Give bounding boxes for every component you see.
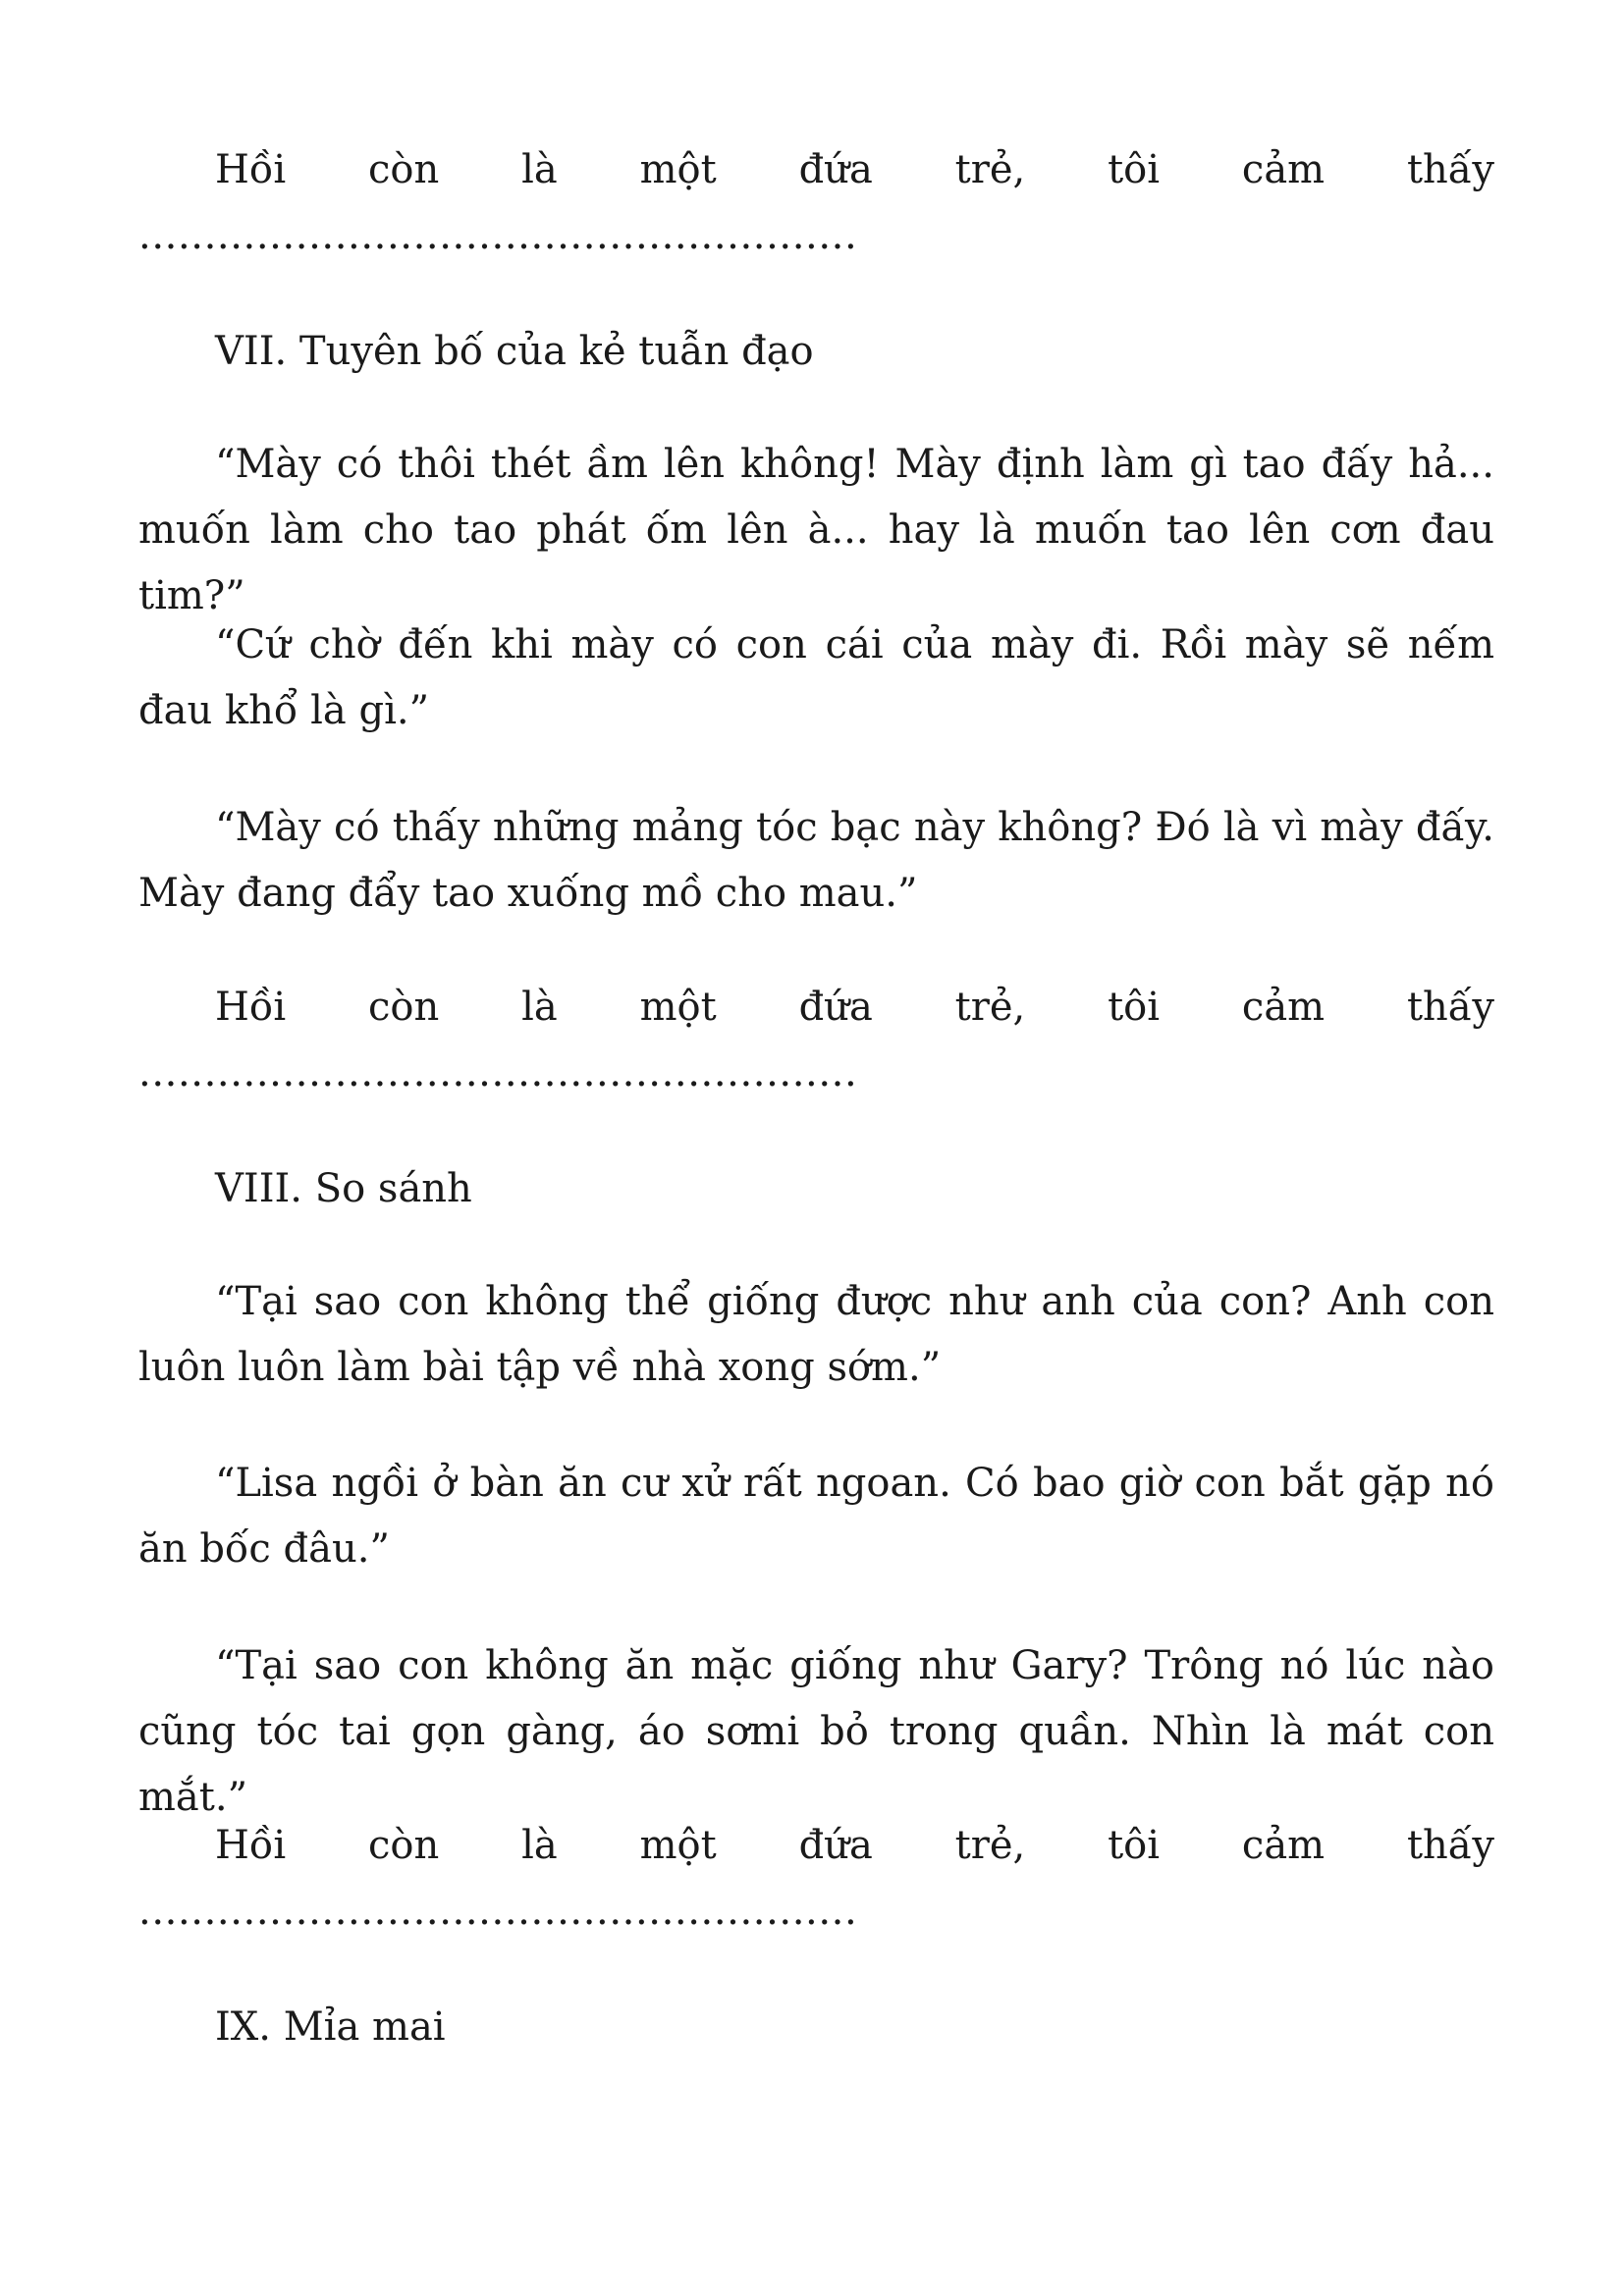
prompt-word: Hồi — [215, 1823, 287, 1868]
prompt-word: cảm — [1241, 1823, 1326, 1868]
prompt-word: trẻ, — [954, 147, 1026, 192]
prompt-word: một — [639, 147, 717, 192]
fill-in-blank-dots: ....................................................... — [138, 1050, 858, 1095]
section-heading: VII. Tuyên bố của kẻ tuẫn đạo — [215, 329, 814, 374]
quote-paragraph: “Lisa ngồi ở bàn ăn cư xử rất ngoan. Có bao giờ con bắt gặp nó ăn bốc đâu.” — [138, 1461, 1494, 1572]
prompt-word: tôi — [1108, 147, 1161, 192]
completion-prompt — [138, 137, 1494, 269]
quote-paragraph: “Cứ chờ đến khi mày có con cái của mày đi. Rồi mày sẽ nếm đau khổ là gì.” — [138, 622, 1494, 733]
prompt-word: thấy — [1406, 1823, 1494, 1868]
prompt-word: thấy — [1406, 147, 1494, 192]
prompt-word: đứa — [798, 147, 873, 192]
prompt-word: trẻ, — [954, 985, 1026, 1030]
prompt-word: cảm — [1241, 985, 1326, 1030]
prompt-word: còn — [368, 147, 440, 192]
completion-prompt — [138, 1813, 1494, 1945]
prompt-word: tôi — [1108, 985, 1161, 1030]
prompt-word: thấy — [1406, 985, 1494, 1030]
prompt-word: đứa — [798, 1823, 873, 1868]
prompt-word: là — [521, 147, 558, 192]
completion-prompt — [138, 975, 1494, 1106]
section-heading: VIII. So sánh — [215, 1166, 472, 1211]
fill-in-blank-dots: ....................................................... — [138, 1889, 858, 1934]
prompt-word: tôi — [1108, 1823, 1161, 1868]
quote-paragraph: “Mày có thôi thét ầm lên không! Mày định làm gì tao đấy hả... muốn làm cho tao phát ốm lên à... hay là muốn tao lên cơn đau tim?” — [138, 442, 1494, 618]
quote-paragraph: “Tại sao con không ăn mặc giống như Gary? Trông nó lúc nào cũng tóc tai gọn gàng, áo sơmi bỏ trong quần. Nhìn là mát con mắt.” — [138, 1643, 1494, 1820]
section-heading: IX. Mỉa mai — [215, 2004, 446, 2050]
fill-in-blank-dots: ....................................................... — [138, 213, 858, 258]
prompt-sentence — [138, 1813, 1494, 1879]
prompt-sentence — [138, 975, 1494, 1041]
prompt-word: là — [521, 985, 558, 1030]
prompt-word: Hồi — [215, 985, 287, 1030]
quote-paragraph: “Tại sao con không thể giống được như anh của con? Anh con luôn luôn làm bài tập về nhà xong sớm.” — [138, 1279, 1494, 1390]
prompt-word: một — [639, 1823, 717, 1868]
prompt-word: đứa — [798, 985, 873, 1030]
prompt-word: cảm — [1241, 147, 1326, 192]
prompt-word: là — [521, 1823, 558, 1868]
prompt-word: còn — [368, 985, 440, 1030]
prompt-word: còn — [368, 1823, 440, 1868]
prompt-sentence — [138, 137, 1494, 203]
prompt-word: một — [639, 985, 717, 1030]
quote-paragraph: “Mày có thấy những mảng tóc bạc này không? Đó là vì mày đấy. Mày đang đẩy tao xuống mồ cho mau.” — [138, 805, 1494, 916]
prompt-word: Hồi — [215, 147, 287, 192]
prompt-word: trẻ, — [954, 1823, 1026, 1868]
